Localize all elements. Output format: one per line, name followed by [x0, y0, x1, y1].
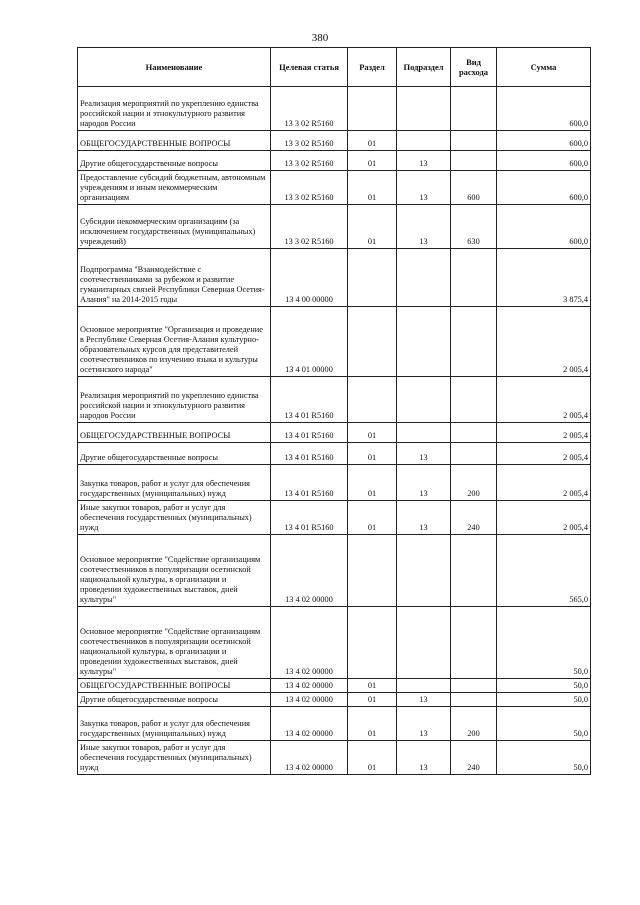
cell-section	[348, 535, 397, 607]
cell-subsection: 13	[397, 707, 451, 741]
cell-sum: 2 005,4	[497, 307, 591, 377]
budget-table	[77, 47, 591, 775]
cell-sum: 2 005,4	[497, 443, 591, 465]
cell-expense-type: 200	[451, 707, 497, 741]
cell-target: 13 3 02 R5160	[271, 205, 348, 249]
cell-sum: 565,0	[497, 535, 591, 607]
cell-sum: 600,0	[497, 205, 591, 249]
cell-target: 13 3 02 R5160	[271, 87, 348, 131]
cell-sum: 50,0	[497, 679, 591, 693]
table-row	[78, 535, 591, 607]
cell-section: 01	[348, 205, 397, 249]
cell-name: Подпрограмма "Взаимодействие с соотечественниками за рубежом и развитие гуманитарных связей Республики Северная Осетия-Алания" на 2014-2015 годы	[78, 249, 271, 307]
cell-name: Иные закупки товаров, работ и услуг для обеспечения государственных (муниципальных) нужд	[78, 501, 271, 535]
cell-section: 01	[348, 131, 397, 151]
cell-expense-type	[451, 693, 497, 707]
cell-sum: 2 005,4	[497, 423, 591, 443]
header-sum: Сумма	[497, 48, 591, 87]
table-row	[78, 707, 591, 741]
cell-subsection	[397, 535, 451, 607]
cell-subsection: 13	[397, 741, 451, 775]
cell-subsection	[397, 377, 451, 423]
cell-expense-type	[451, 607, 497, 679]
table-row	[78, 151, 591, 171]
cell-sum: 600,0	[497, 151, 591, 171]
table-row	[78, 307, 591, 377]
cell-target: 13 4 02 00000	[271, 693, 348, 707]
cell-section: 01	[348, 465, 397, 501]
cell-sum: 600,0	[497, 131, 591, 151]
cell-name: Другие общегосударственные вопросы	[78, 693, 271, 707]
cell-target: 13 4 02 00000	[271, 741, 348, 775]
cell-sum: 50,0	[497, 693, 591, 707]
cell-name: Реализация мероприятий по укреплению единства российской нации и этнокультурного развития народов России	[78, 377, 271, 423]
table-row	[78, 465, 591, 501]
cell-section: 01	[348, 693, 397, 707]
cell-subsection	[397, 607, 451, 679]
cell-subsection	[397, 131, 451, 151]
cell-expense-type	[451, 307, 497, 377]
table-row	[78, 131, 591, 151]
cell-section	[348, 87, 397, 131]
header-name: Наименование	[78, 48, 271, 87]
cell-target: 13 4 00 00000	[271, 249, 348, 307]
cell-expense-type	[451, 535, 497, 607]
cell-target: 13 3 02 R5160	[271, 151, 348, 171]
cell-subsection: 13	[397, 693, 451, 707]
cell-target: 13 4 02 00000	[271, 707, 348, 741]
cell-section	[348, 249, 397, 307]
cell-subsection	[397, 87, 451, 131]
cell-name: ОБЩЕГОСУДАРСТВЕННЫЕ ВОПРОСЫ	[78, 131, 271, 151]
table-row	[78, 423, 591, 443]
cell-expense-type	[451, 87, 497, 131]
cell-target: 13 4 01 R5160	[271, 501, 348, 535]
cell-expense-type: 630	[451, 205, 497, 249]
cell-section	[348, 377, 397, 423]
cell-subsection: 13	[397, 501, 451, 535]
cell-name: Иные закупки товаров, работ и услуг для обеспечения государственных (муниципальных) нужд	[78, 741, 271, 775]
cell-subsection: 13	[397, 443, 451, 465]
cell-target: 13 3 02 R5160	[271, 131, 348, 151]
cell-target: 13 4 02 00000	[271, 607, 348, 679]
cell-subsection: 13	[397, 205, 451, 249]
cell-subsection: 13	[397, 465, 451, 501]
cell-expense-type	[451, 377, 497, 423]
table-row	[78, 87, 591, 131]
header-subsection: Подраздел	[397, 48, 451, 87]
cell-expense-type	[451, 679, 497, 693]
cell-section: 01	[348, 741, 397, 775]
cell-target: 13 4 01 R5160	[271, 423, 348, 443]
table-row	[78, 741, 591, 775]
cell-subsection: 13	[397, 171, 451, 205]
cell-sum: 50,0	[497, 607, 591, 679]
cell-section: 01	[348, 679, 397, 693]
cell-sum: 2 005,4	[497, 377, 591, 423]
table-row	[78, 501, 591, 535]
cell-target: 13 4 01 R5160	[271, 465, 348, 501]
cell-section: 01	[348, 171, 397, 205]
cell-expense-type: 240	[451, 501, 497, 535]
cell-sum: 50,0	[497, 741, 591, 775]
page-number: 380	[311, 32, 329, 44]
cell-name: Субсидии некоммерческим организациям (за исключением государственных (муниципальных) учреждений)	[78, 205, 271, 249]
header-target: Целевая статья	[271, 48, 348, 87]
cell-name: Основное мероприятие "Содействие организациям соотечественников в популяризации осетинской национальной культуры, в организации и проведении художественных выставок, дней культуры"	[78, 607, 271, 679]
cell-sum: 3 875,4	[497, 249, 591, 307]
cell-name: Предоставление субсидий бюджетным, автономным учреждениям и иным некоммерческим организациям	[78, 171, 271, 205]
cell-expense-type	[451, 151, 497, 171]
cell-target: 13 4 01 R5160	[271, 443, 348, 465]
table-row	[78, 249, 591, 307]
table-row	[78, 693, 591, 707]
cell-subsection	[397, 307, 451, 377]
cell-subsection	[397, 249, 451, 307]
header-section: Раздел	[348, 48, 397, 87]
table-row	[78, 171, 591, 205]
cell-section	[348, 607, 397, 679]
table-row	[78, 377, 591, 423]
cell-name: Закупка товаров, работ и услуг для обеспечения государственных (муниципальных) нужд	[78, 465, 271, 501]
cell-name: Основное мероприятие "Организация и проведение в Республике Северная Осетия-Алания культурно-образовательных курсов для представителей соотечественников по изучению языка и культуры осетинского народа"	[78, 307, 271, 377]
cell-sum: 600,0	[497, 87, 591, 131]
cell-section: 01	[348, 423, 397, 443]
cell-section: 01	[348, 151, 397, 171]
cell-sum: 600,0	[497, 171, 591, 205]
table-body	[78, 87, 591, 775]
cell-subsection	[397, 423, 451, 443]
cell-name: Основное мероприятие "Содействие организациям соотечественников в популяризации осетинской национальной культуры, в организации и проведении художественных выставок, дней культуры"	[78, 535, 271, 607]
cell-sum: 2 005,4	[497, 501, 591, 535]
cell-expense-type	[451, 249, 497, 307]
cell-expense-type: 600	[451, 171, 497, 205]
cell-target: 13 3 02 R5160	[271, 171, 348, 205]
cell-subsection: 13	[397, 151, 451, 171]
cell-section: 01	[348, 443, 397, 465]
cell-section: 01	[348, 707, 397, 741]
cell-sum: 50,0	[497, 707, 591, 741]
cell-expense-type	[451, 423, 497, 443]
cell-name: Реализация мероприятий по укреплению единства российской нации и этнокультурного развития народов России	[78, 87, 271, 131]
header-expense-type: Вид расхода	[451, 48, 497, 87]
cell-name: Закупка товаров, работ и услуг для обеспечения государственных (муниципальных) нужд	[78, 707, 271, 741]
table-row	[78, 443, 591, 465]
cell-name: ОБЩЕГОСУДАРСТВЕННЫЕ ВОПРОСЫ	[78, 679, 271, 693]
cell-target: 13 4 01 R5160	[271, 377, 348, 423]
cell-expense-type	[451, 443, 497, 465]
cell-expense-type	[451, 131, 497, 151]
cell-expense-type: 200	[451, 465, 497, 501]
cell-name: Другие общегосударственные вопросы	[78, 151, 271, 171]
cell-subsection	[397, 679, 451, 693]
cell-target: 13 4 02 00000	[271, 679, 348, 693]
cell-expense-type: 240	[451, 741, 497, 775]
table-row	[78, 205, 591, 249]
cell-sum: 2 005,4	[497, 465, 591, 501]
cell-name: ОБЩЕГОСУДАРСТВЕННЫЕ ВОПРОСЫ	[78, 423, 271, 443]
cell-target: 13 4 01 00000	[271, 307, 348, 377]
table-row	[78, 679, 591, 693]
cell-section	[348, 307, 397, 377]
cell-section: 01	[348, 501, 397, 535]
table-header-row	[78, 48, 591, 87]
cell-name: Другие общегосударственные вопросы	[78, 443, 271, 465]
table-row	[78, 607, 591, 679]
cell-target: 13 4 02 00000	[271, 535, 348, 607]
